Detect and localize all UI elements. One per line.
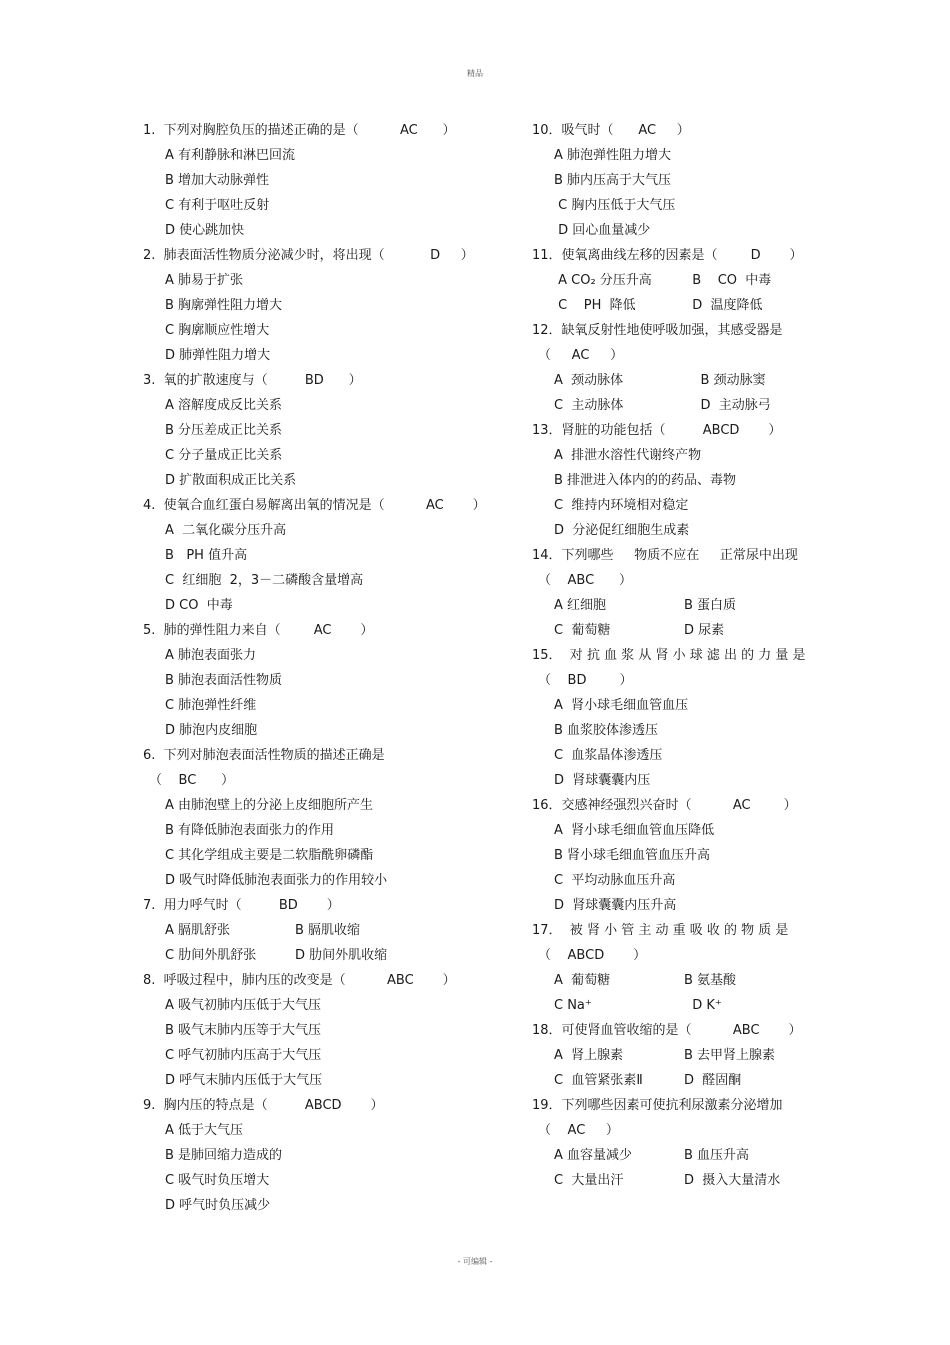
question-stem: 19．下列哪些因素可使抗利尿激素分泌增加 [532,1098,783,1113]
option-a: C PH 降低 [554,298,636,313]
option-line: B 肾小球毛细血管血压升高 [554,848,711,863]
option-line: A 肺泡表面张力 [165,648,257,663]
option-b: B 去甲肾上腺素 [684,1048,776,1063]
option-line: C 平均动脉血压升高 [554,873,676,888]
option-pair [532,1143,832,1168]
option-a: A 血容量减少 [554,1148,633,1163]
option-pair [532,393,832,418]
option-line: B 是肺回缩力造成的 [165,1148,283,1163]
option-b: B 血压升高 [684,1148,750,1163]
option-line: A 低于大气压 [165,1123,244,1138]
option-line: D 肺泡内皮细胞 [165,723,258,738]
option-line: B 血浆胶体渗透压 [554,723,659,738]
option-b: D 摄入大量清水 [684,1173,781,1188]
option-line: B 肺内压高于大气压 [554,173,672,188]
option-b: D 尿素 [684,623,725,638]
option-line: D 分泌促红细胞生成素 [554,523,690,538]
option-line: D 呼气时负压减少 [165,1198,271,1213]
option-b: D 醛固酮 [684,1073,742,1088]
option-line: C 红细胞 2，3－二磷酸含量增高 [165,573,364,588]
right-column [532,118,832,1193]
question-stem: 17． 被 肾 小 管 主 动 重 吸 收 的 物 质 是 [532,923,789,938]
option-a: A 红细胞 [554,598,607,613]
option-a: A 颈动脉体 [554,373,624,388]
option-pair [532,293,832,318]
answer-line: （ BD ） [538,673,633,688]
option-a: A CO₂ 分压升高 [554,273,652,288]
answer-line: （ AC ） [538,348,624,363]
option-line: C 呼气初肺内压高于大气压 [165,1048,322,1063]
option-line: B 分压差成正比关系 [165,423,283,438]
option-line: D 使心跳加快 [165,223,245,238]
question-stem: 14．下列哪些 物质不应在 正常尿中出现 [532,548,798,563]
option-line: B PH 值升高 [165,548,248,563]
answer-line: （ BC ） [149,773,235,788]
option-b: B 膈肌收缩 [295,923,361,938]
option-line: C 肺泡弹性纤维 [165,698,257,713]
option-line: B 吸气末肺内压等于大气压 [165,1023,322,1038]
option-b: D K⁺ [684,998,722,1013]
option-a: C 主动脉体 [554,398,624,413]
option-line: D 肾球囊囊内压升高 [554,898,677,913]
option-a: C Na⁺ [554,998,592,1013]
option-line: D 呼气末肺内压低于大气压 [165,1073,323,1088]
option-line: A 排泄水溶性代谢终产物 [554,448,702,463]
option-pair [532,968,832,993]
question-stem: 8. 呼吸过程中，肺内压的改变是（ ABC ） [143,973,456,988]
question-stem: 1. 下列对胸腔负压的描述正确的是（ AC ） [143,123,456,138]
option-b: B 氨基酸 [684,973,737,988]
option-b: D 主动脉弓 [684,398,771,413]
option-line: B 增加大动脉弹性 [165,173,270,188]
left-column [143,118,503,1218]
option-pair [532,1068,832,1093]
option-b: B 蛋白质 [684,598,737,613]
option-line: D 回心血量减少 [554,223,651,238]
option-pair [532,1168,832,1193]
option-a: A 膈肌舒张 [165,923,231,938]
option-a: C 血管紧张素Ⅱ [554,1073,643,1088]
option-line: C 有利于呕吐反射 [165,198,270,213]
option-line: D 肾球囊囊内压 [554,773,651,788]
option-line: A 由肺泡壁上的分泌上皮细胞所产生 [165,798,374,813]
question-stem: 15． 对 抗 血 浆 从 肾 小 球 滤 出 的 力 量 是 [532,648,806,663]
option-line: A 肾小球毛细血管血压 [554,698,689,713]
question-stem: 4. 使氧合血红蛋白易解离出氧的情况是（ AC ） [143,498,486,513]
option-line: C 维持内环境相对稳定 [554,498,689,513]
option-a: A 肾上腺素 [554,1048,624,1063]
option-line: A 肾小球毛细血管血压降低 [554,823,715,838]
question-stem: 3. 氧的扩散速度与（ BD ） [143,373,362,388]
option-line: C 吸气时负压增大 [165,1173,270,1188]
question-stem: 12．缺氧反射性地使呼吸加强，其感受器是 [532,323,783,338]
question-stem: 18．可使肾血管收缩的是（ ABC ） [532,1023,802,1038]
option-a: A 葡萄糖 [554,973,611,988]
option-a: C 肋间外肌舒张 [165,948,257,963]
option-line: B 肺泡表面活性物质 [165,673,283,688]
answer-line: （ ABC ） [538,573,632,588]
option-line: D 吸气时降低肺泡表面张力的作用较小 [165,873,388,888]
option-line: C 胸内压低于大气压 [554,198,676,213]
option-pair [532,268,832,293]
option-line: A 有利静脉和淋巴回流 [165,148,296,163]
option-line: B 排泄进入体内的的药品、毒物 [554,473,737,488]
option-pair [532,618,832,643]
option-a: C 大量出汗 [554,1173,624,1188]
option-pair [532,993,832,1018]
option-line: A 肺易于扩张 [165,273,244,288]
question-stem: 16．交感神经强烈兴奋时（ AC ） [532,798,797,813]
option-pair [532,1043,832,1068]
question-stem: 9. 胸内压的特点是（ ABCD ） [143,1098,384,1113]
question-stem: 6. 下列对肺泡表面活性物质的描述正确是 [143,748,385,763]
option-a: C 葡萄糖 [554,623,611,638]
option-b: B 颈动脉窦 [684,373,766,388]
option-line: D 肺弹性阻力增大 [165,348,271,363]
question-stem: 7. 用力呼气时（ BD ） [143,898,340,913]
option-line: A 溶解度成反比关系 [165,398,283,413]
option-line: D 扩散面积成正比关系 [165,473,297,488]
question-stem: 10．吸气时（ AC ） [532,123,690,138]
option-line: A 吸气初肺内压低于大气压 [165,998,322,1013]
question-stem: 2. 肺表面活性物质分泌减少时，将出现（ D ） [143,248,474,263]
option-line: B 胸廓弹性阻力增大 [165,298,283,313]
option-pair [532,593,832,618]
option-line: C 血浆晶体渗透压 [554,748,663,763]
option-pair [532,368,832,393]
page-header: 精品 [467,69,483,78]
option-line: A 肺泡弹性阻力增大 [554,148,672,163]
option-line: A 二氧化碳分压升高 [165,523,287,538]
option-b: D 温度降低 [684,298,763,313]
option-line: C 胸廓顺应性增大 [165,323,270,338]
option-line: D CO 中毒 [165,598,233,613]
option-pair [143,943,503,968]
page-footer: - 可编辑 - [457,1257,493,1266]
option-line: B 有降低肺泡表面张力的作用 [165,823,335,838]
answer-line: （ AC ） [538,1123,619,1138]
option-line: C 其化学组成主要是二软脂酰卵磷酯 [165,848,374,863]
option-line: C 分子量成正比关系 [165,448,283,463]
question-stem: 11．使氧离曲线左移的因素是（ D ） [532,248,803,263]
option-b: B CO 中毒 [684,273,772,288]
option-b: D 肋间外肌收缩 [295,948,388,963]
answer-line: （ ABCD ） [538,948,647,963]
question-stem: 5. 肺的弹性阻力来自（ AC ） [143,623,374,638]
question-stem: 13．肾脏的功能包括（ ABCD ） [532,423,782,438]
option-pair [143,918,503,943]
